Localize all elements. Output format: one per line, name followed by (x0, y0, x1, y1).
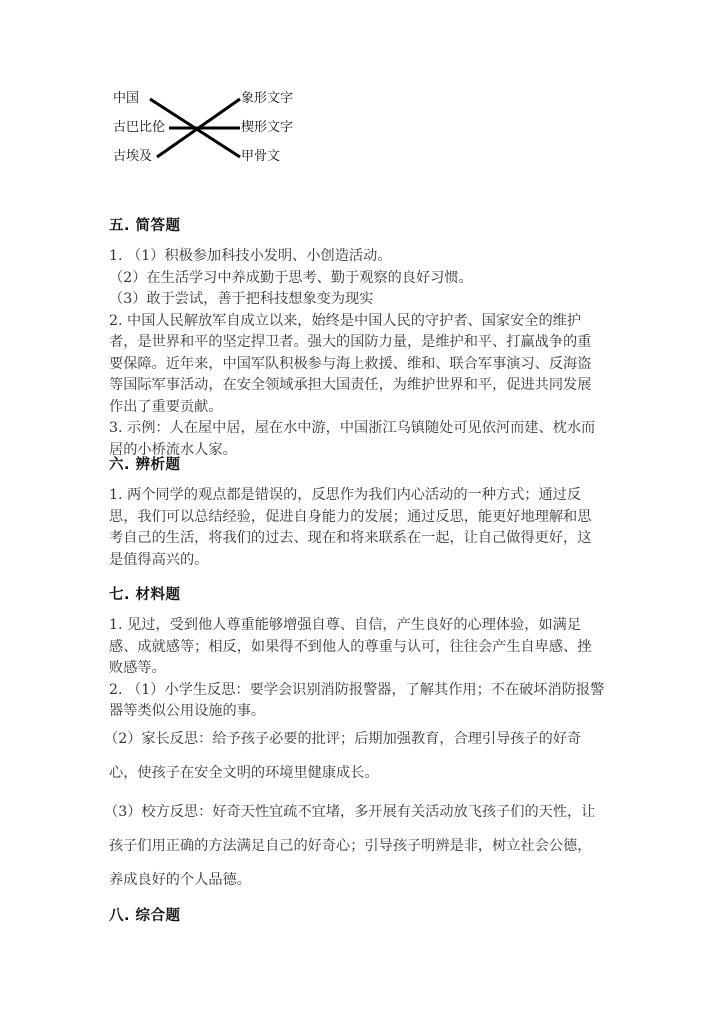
analysis-body (109, 485, 614, 571)
text-line: 等国际军事活动，在安全领域承担大国责任，为维护世界和平，促进共同发展 (109, 377, 592, 393)
text-line: 感、成就感等；相反，如果得不到他人的尊重与认可，往往会产生自卑感、挫 (109, 638, 592, 655)
text-line: （2）在生活学习中养成勤于思考、勤于观察的良好习惯。 (109, 269, 473, 286)
section-heading-material: 七. 材料题 (109, 587, 181, 603)
matching-lines (0, 0, 720, 200)
text-line: 心，使孩子在安全文明的环境里健康成长。 (109, 765, 379, 781)
text-line: 1. 两个同学的观点都是错误的，反思作为我们内心活动的一种方式；通过反 (109, 487, 582, 503)
text-line: 败感等。 (109, 660, 166, 676)
text-line: 3. 示例：人在屋中居，屋在水中游，中国浙江乌镇随处可见依河而建、枕水而 (109, 420, 596, 436)
section-heading-analysis: 六. 辨析题 (109, 457, 181, 473)
text-line: 考自己的生活，将我们的过去、现在和将来联系在一起，让自己做得更好，这 (109, 530, 592, 546)
text-line: 作出了重要贡献。 (109, 398, 223, 415)
text-line: 1. 见过，受到他人尊重能够增强自尊、自信，产生良好的心理体验，如满足 (109, 617, 582, 633)
match-right-1: 象形文字 (241, 91, 294, 106)
text-line: 2. 中国人民解放军自成立以来，始终是中国人民的守护者、国家安全的维护 (109, 312, 582, 329)
text-line: 居的小桥流水人家。 (109, 441, 237, 458)
text-line: 2. （1）小学生反思：要学会识别消防报警器，了解其作用；不在破坏消防报警 (109, 681, 605, 698)
text-line: 器等类似公用设施的事。 (109, 703, 266, 719)
text-line: 孩子们用正确的方法满足自己的好奇心；引导孩子明辨是非，树立社会公德， (109, 838, 592, 854)
text-line: 要保障。近年来，中国军队积极参与海上救援、维和、联合军事演习、反海盗 (109, 355, 592, 372)
material-body-1 (109, 615, 614, 723)
text-line: 1. （1）积极参加科技小发明、小创造活动。 (109, 248, 392, 264)
text-line: 思，我们可以总结经验，促进自身能力的发展；通过反思，能更好地理解和思 (109, 508, 592, 525)
text-line: 者，是世界和平的坚定捍卫者。强大的国防力量，是维护和平、打赢战争的重 (109, 334, 592, 350)
match-right-2: 楔形文字 (241, 120, 294, 135)
match-left-3: 古埃及 (113, 149, 153, 164)
section-heading-comprehensive: 八. 综合题 (109, 908, 181, 924)
text-line: （3）敢于尝试，善于把科技想象变为现实 (109, 291, 374, 307)
match-left-1: 中国 (113, 91, 140, 106)
material-body-2 (104, 722, 609, 790)
match-left-2: 古巴比伦 (113, 120, 166, 135)
material-body-3 (104, 795, 609, 897)
text-line: （3）校方反思：好奇天性宜疏不宜堵，多开展有关活动放飞孩子们的天性，让 (104, 804, 596, 820)
text-line: 养成良好的个人品德。 (109, 872, 251, 888)
text-line: （2）家长反思：给予孩子必要的批评；后期加强教育，合理引导孩子的好奇 (104, 731, 582, 747)
short-answer-body (109, 246, 614, 461)
text-line: 是值得高兴的。 (109, 551, 209, 568)
section-heading-short-answer: 五. 简答题 (109, 218, 181, 234)
match-right-3: 甲骨文 (241, 149, 281, 164)
